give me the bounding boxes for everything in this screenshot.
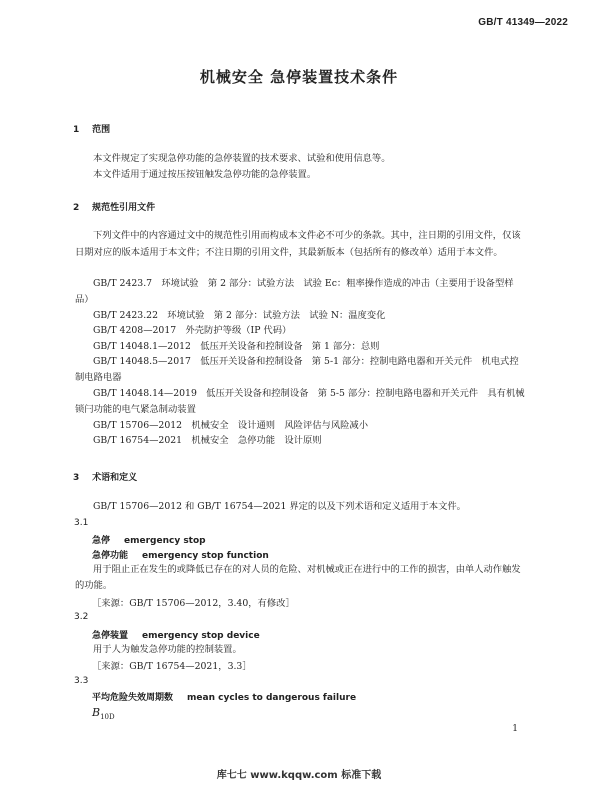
reference-item: GB/T 2423.22 环境试验 第 2 部分：试验方法 试验 N：温度变化 xyxy=(93,310,386,321)
scope-paragraph-2: 本文件适用于通过按压按钮触发急停功能的急停装置。 xyxy=(93,169,317,180)
term-zh: 急停装置 xyxy=(92,631,129,641)
reference-item: GB/T 4208—2017 外壳防护等级（IP 代码） xyxy=(93,325,292,336)
term-source: ［来源：GB/T 15706—2012，3.40，有修改］ xyxy=(92,598,295,609)
term-alt-zh: 急停功能 xyxy=(92,551,129,561)
scope-paragraph-1: 本文件规定了实现急停功能的急停装置的技术要求、试验和使用信息等。 xyxy=(93,153,391,164)
term-symbol-subscript: 10D xyxy=(100,713,115,722)
standard-code: GB/T 41349—2022 xyxy=(478,17,568,28)
reference-item: GB/T 14048.14—2019 低压开关设备和控制设备 第 5-5 部分：控制电路电器和开关元件 具有机械锁闩功能的电气紧急制动装置 xyxy=(75,388,525,415)
term-source: ［来源：GB/T 16754—2021，3.3］ xyxy=(92,661,252,672)
term-zh: 急停 xyxy=(92,536,111,546)
term-definition: 用于人为触发急停功能的控制装置。 xyxy=(93,644,242,655)
reference-item: GB/T 2423.7 环境试验 第 2 部分：试验方法 试验 Ec：粗率操作造成的冲击（主要用于设备型样品） xyxy=(75,278,514,305)
section-heading-terms xyxy=(73,470,137,483)
page-number: 1 xyxy=(512,724,518,734)
reference-item: GB/T 15706—2012 机械安全 设计通则 风险评估与风险减小 xyxy=(93,420,369,431)
section-number: 1 xyxy=(73,125,80,135)
term-en: emergency stop device xyxy=(142,631,260,641)
term-en: emergency stop xyxy=(124,536,206,546)
term-number: 3.1 xyxy=(74,518,89,528)
term-number: 3.2 xyxy=(74,612,89,622)
reference-item: GB/T 14048.5—2017 低压开关设备和控制设备 第 5-1 部分：控制电路电器和开关元件 机电式控制电路电器 xyxy=(75,356,519,383)
normative-intro: 下列文件中的内容通过文中的规范性引用而构成本文件必不可少的条款。其中，注日期的引用文件，仅该日期对应的版本适用于本文件；不注日期的引用文件，其最新版本（包括所有的修改单）适用于本文件。 xyxy=(75,230,521,258)
term-heading xyxy=(92,690,356,703)
term-en: mean cycles to dangerous failure xyxy=(187,693,357,703)
term-symbol xyxy=(92,706,115,721)
terms-intro: GB/T 15706—2012 和 GB/T 16754—2021 界定的以及下列术语和定义适用于本文件。 xyxy=(93,501,466,512)
reference-item: GB/T 16754—2021 机械安全 急停功能 设计原则 xyxy=(93,435,322,446)
section-title: 规范性引用文件 xyxy=(92,203,156,213)
section-number: 2 xyxy=(73,203,80,213)
term-number: 3.3 xyxy=(74,676,89,686)
section-title: 术语和定义 xyxy=(92,473,138,483)
document-title: 机械安全 急停装置技术条件 xyxy=(199,68,399,86)
download-watermark: 库七七 www.kqqw.com 标准下载 xyxy=(216,770,382,781)
section-title: 范围 xyxy=(92,125,111,135)
reference-item: GB/T 14048.1—2012 低压开关设备和控制设备 第 1 部分：总则 xyxy=(93,341,380,352)
term-zh: 平均危险失效周期数 xyxy=(92,693,174,703)
term-alt-en: emergency stop function xyxy=(142,551,269,561)
term-symbol-letter: B xyxy=(92,706,101,719)
term-heading xyxy=(92,533,206,546)
term-alt-heading xyxy=(92,548,269,561)
section-heading-normative xyxy=(73,200,155,213)
term-heading xyxy=(92,628,260,641)
section-number: 3 xyxy=(73,473,80,483)
section-heading-scope xyxy=(73,122,110,135)
term-definition: 用于阻止正在发生的或降低已存在的对人员的危险、对机械或正在进行中的工作的损害，由单人动作触发的功能。 xyxy=(75,564,521,591)
